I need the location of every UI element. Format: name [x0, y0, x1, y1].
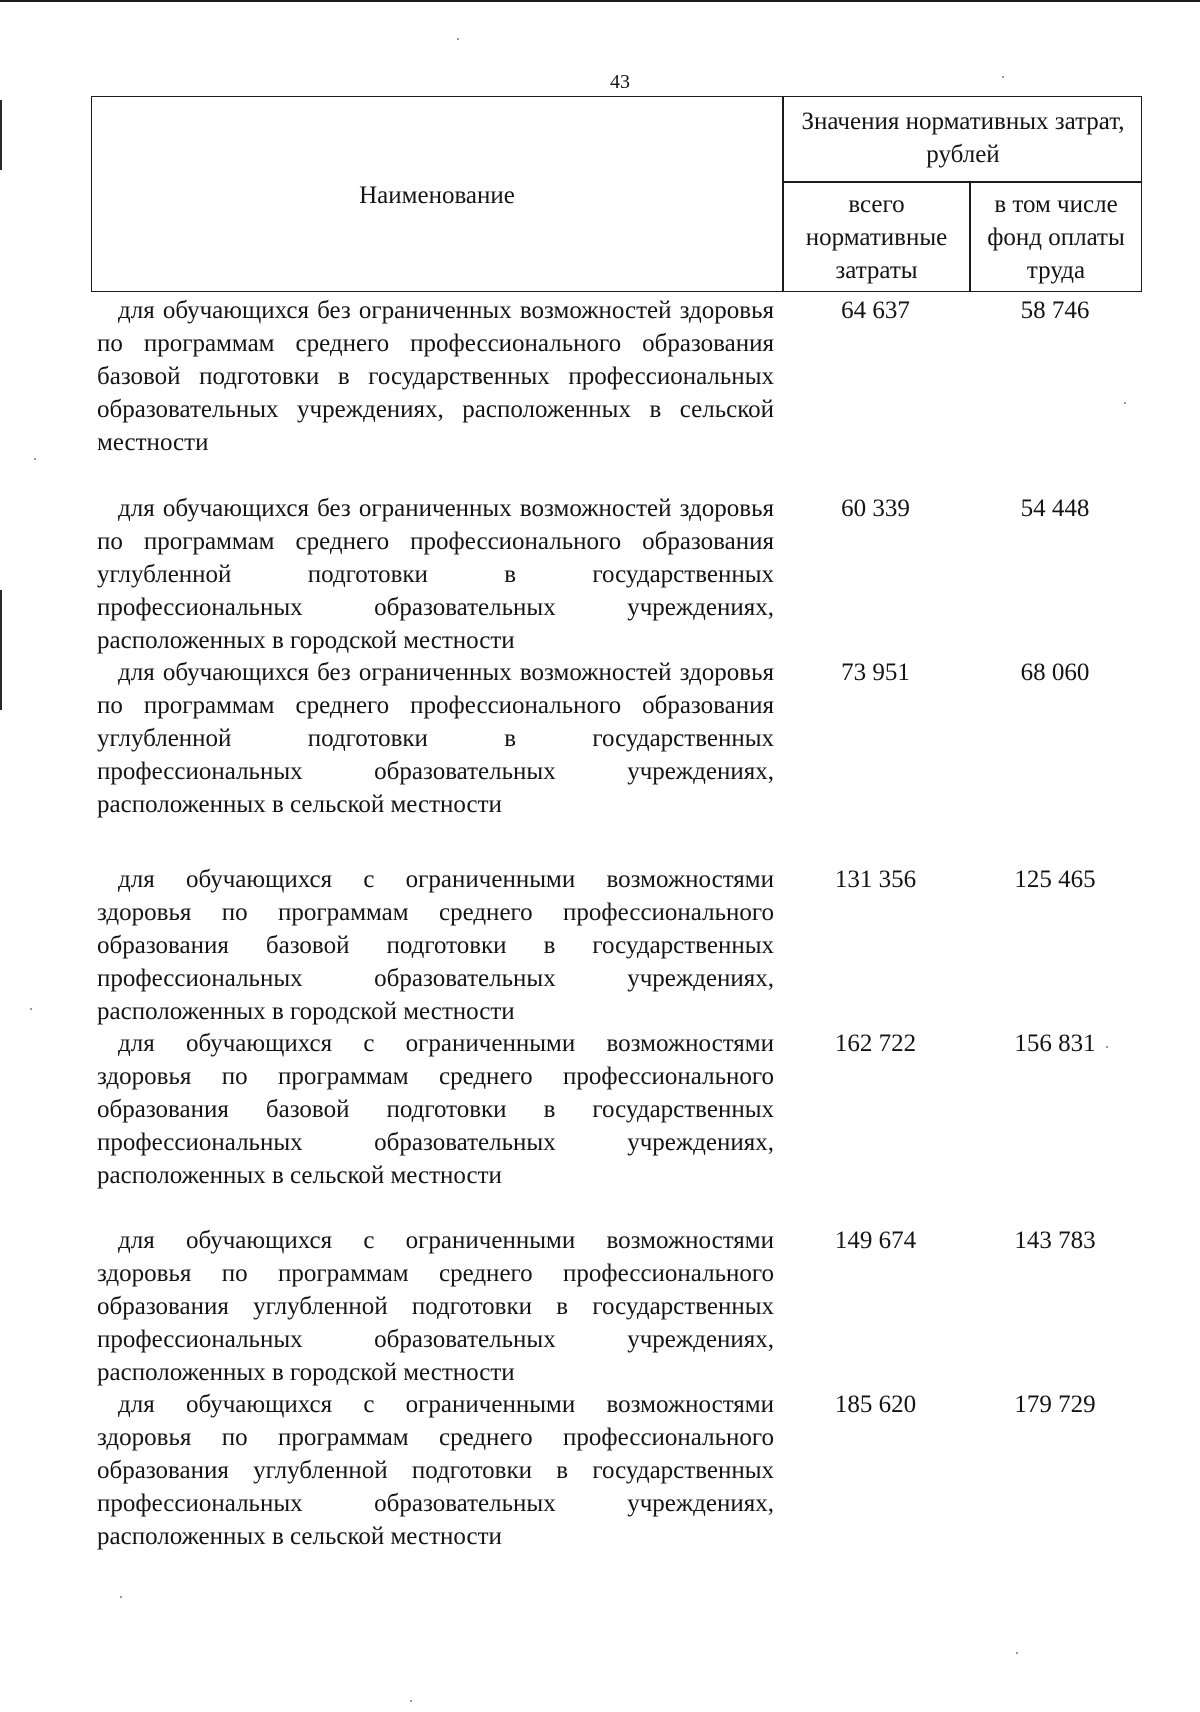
row-payroll-value: 58 746 [1020, 297, 1090, 324]
scan-left-mark [0, 590, 2, 710]
row-payroll-value: 179 729 [1014, 1391, 1096, 1418]
row-name: для обучающихся без ограниченных возможностей здоровья по программам среднего профессионального образования углубленной подготовки в государственных профессиональных образовательных учреждениях, расположенных в городской местности [97, 495, 774, 654]
scan-top-border [0, 0, 1200, 2]
scan-speck [1016, 1652, 1018, 1654]
scan-speck [1106, 1046, 1108, 1048]
row-total-value: 162 722 [834, 1030, 917, 1057]
row-payroll-value: 156 831 [1014, 1030, 1096, 1057]
column-header-payroll: в том числе фонд оплаты труда [987, 191, 1125, 284]
row-payroll-value: 125 465 [1014, 866, 1096, 893]
row-payroll-value: 68 060 [1020, 659, 1090, 686]
row-total-value: 64 637 [841, 297, 910, 324]
scan-speck [30, 1008, 32, 1010]
scan-speck [34, 458, 36, 460]
header-divider [782, 181, 1142, 183]
row-name: для обучающихся с ограниченными возможностями здоровья по программам среднего профессионального образования базовой подготовки в государственных профессиональных образовательных учреждениях, расположенных в сельской местности [97, 1030, 774, 1189]
row-name: для обучающихся без ограниченных возможностей здоровья по программам среднего профессионального образования базовой подготовки в государственных профессиональных образовательных учреждениях, расположенных в сельской местности [97, 297, 774, 456]
scan-speck [1002, 76, 1004, 78]
row-total-value: 149 674 [834, 1227, 917, 1254]
row-name: для обучающихся без ограниченных возможностей здоровья по программам среднего профессионального образования углубленной подготовки в государственных профессиональных образовательных учреждениях, расположенных в сельской местности [97, 659, 774, 818]
row-total-value: 60 339 [841, 495, 910, 522]
scan-left-mark [0, 100, 2, 170]
column-header-total: всего нормативные затраты [805, 191, 948, 284]
scan-speck [1124, 402, 1126, 404]
row-name: для обучающихся с ограниченными возможностями здоровья по программам среднего профессионального образования углубленной подготовки в государственных профессиональных образовательных учреждениях, расположенных в сельской местности [97, 1391, 774, 1550]
row-payroll-value: 54 448 [1020, 495, 1090, 522]
scan-speck [120, 1596, 122, 1598]
table-header [91, 96, 1142, 292]
row-total-value: 131 356 [834, 866, 917, 893]
column-group-header-values: Значения нормативных затрат, рублей [801, 108, 1125, 168]
column-header-name: Наименование [359, 182, 515, 209]
row-name: для обучающихся с ограниченными возможностями здоровья по программам среднего профессионального образования углубленной подготовки в государственных профессиональных образовательных учреждениях, расположенных в городской местности [97, 1227, 774, 1386]
page-number: 43 [610, 71, 630, 93]
scan-speck [457, 38, 459, 40]
row-name: для обучающихся с ограниченными возможностями здоровья по программам среднего профессионального образования базовой подготовки в государственных профессиональных образовательных учреждениях, расположенных в городской местности [97, 866, 774, 1025]
row-total-value: 185 620 [834, 1391, 917, 1418]
scan-speck [410, 1700, 412, 1702]
row-payroll-value: 143 783 [1014, 1227, 1096, 1254]
row-total-value: 73 951 [841, 659, 910, 686]
